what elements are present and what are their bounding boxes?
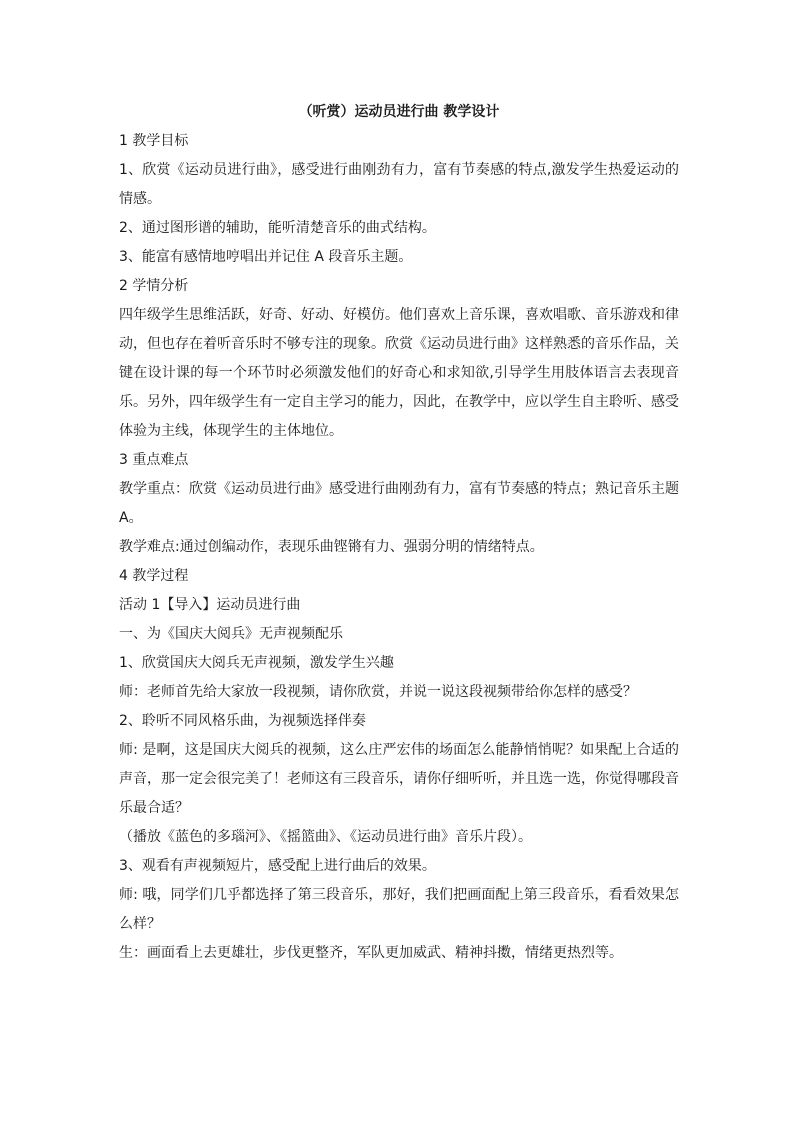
document-title: （听赏）运动员进行曲 教学设计: [298, 104, 500, 120]
section-heading-student-analysis: 2 学情分析: [119, 278, 189, 294]
activity-heading: 活动 1【导入】运动员进行曲: [119, 597, 301, 613]
step-heading-1: 一、为《国庆大阅兵》无声视频配乐: [119, 626, 343, 642]
document-body: [119, 98, 679, 968]
substep-2: 2、聆听不同风格乐曲，为视频选择伴奏: [119, 713, 366, 729]
objective-1: 1、欣赏《运动员进行曲》，感受进行曲刚劲有力，富有节奏感的特点,激发学生热爱运动的情感。: [119, 162, 679, 207]
objective-2: 2、通过图形谱的辅助，能听清楚音乐的曲式结构。: [119, 220, 436, 236]
section-heading-key-points: 3 重点难点: [119, 452, 189, 468]
substep-3: 3、观看有声视频短片，感受配上进行曲后的效果。: [119, 858, 436, 874]
objective-3: 3、能富有感情地哼唱出并记住 A 段音乐主题。: [119, 249, 413, 265]
teaching-difficulty: 教学难点:通过创编动作，表现乐曲铿锵有力、强弱分明的情绪特点。: [119, 539, 544, 555]
teacher-line-3: 师: 哦，同学们几乎都选择了第三段音乐，那好，我们把画面配上第三段音乐，看看效果怎么样？: [119, 887, 679, 932]
student-line-1: 生：画面看上去更雄壮，步伐更整齐，军队更加威武、精神抖擞，情绪更热烈等。: [119, 945, 623, 961]
section-heading-objectives: 1 教学目标: [119, 133, 189, 149]
music-list-note: （播放《蓝色的多瑙河》、《摇篮曲》、《运动员进行曲》音乐片段）。: [119, 829, 532, 845]
teacher-line-1: 师：老师首先给大家放一段视频，请你欣赏，并说一说这段视频带给你怎样的感受？: [119, 684, 637, 700]
section-heading-process: 4 教学过程: [119, 568, 189, 584]
student-analysis-paragraph: 四年级学生思维活跃，好奇、好动、好模仿。他们喜欢上音乐课，喜欢唱歌、音乐游戏和律动，但也存在着听音乐时不够专注的现象。欣赏《运动员进行曲》这样熟悉的音乐作品，关键在设计课的每一个环节时必须激发他们的好奇心和求知欲,引导学生用肢体语言去表现音乐。另外，四年级学生有一定自主学习的能力，因此，在教学中，应以学生自主聆听、感受体验为主线，体现学生的主体地位。: [119, 307, 679, 439]
substep-1: 1、欣赏国庆大阅兵无声视频，激发学生兴趣: [119, 655, 394, 671]
teaching-key-point: 教学重点：欣赏《运动员进行曲》感受进行曲刚劲有力，富有节奏感的特点；熟记音乐主题 A。: [119, 481, 679, 526]
teacher-line-2: 师: 是啊，这是国庆大阅兵的视频，这么庄严宏伟的场面怎么能静悄悄呢？如果配上合适的声音，那一定会很完美了！老师这有三段音乐，请你仔细听听，并且选一选，你觉得哪段音乐最合适？: [119, 742, 679, 816]
